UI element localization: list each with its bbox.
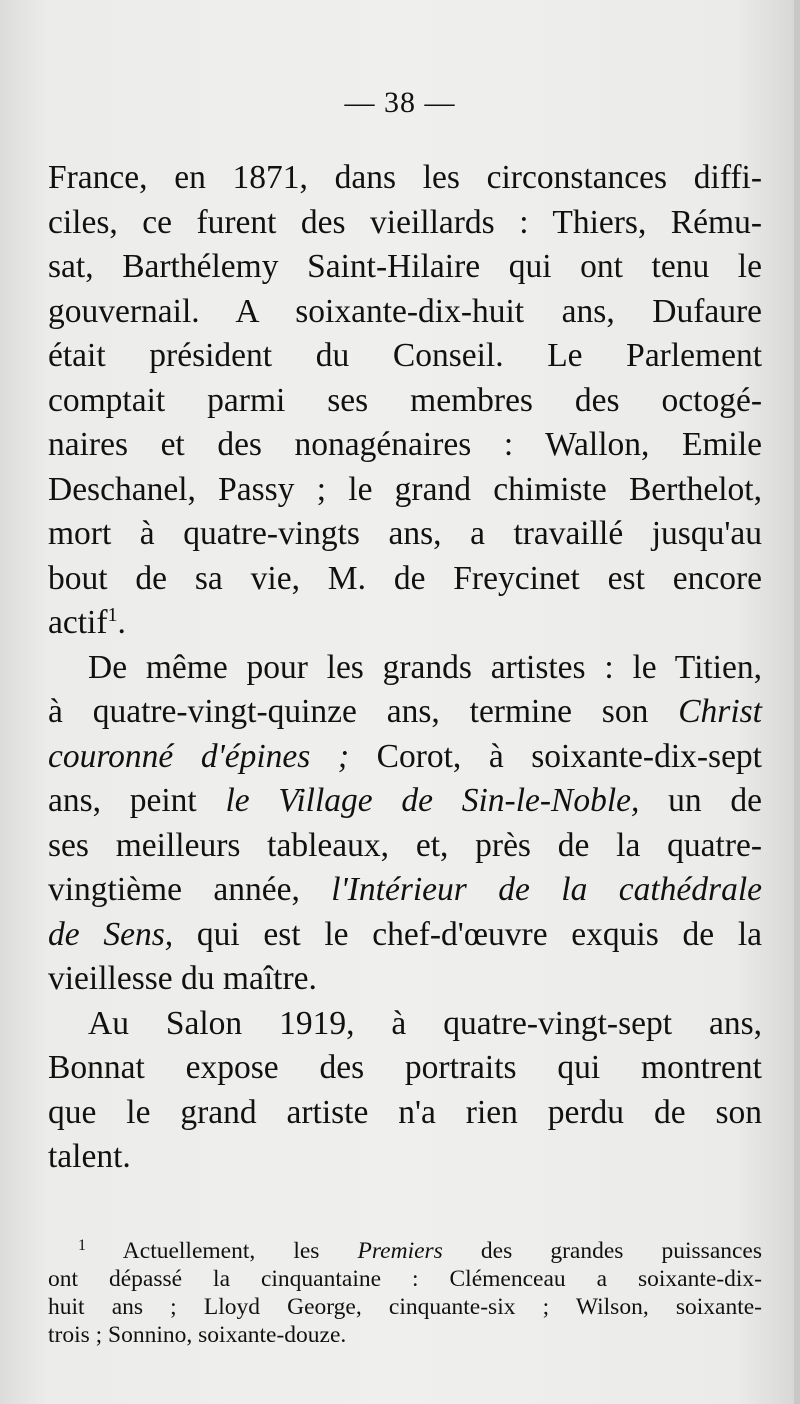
italic-title: Christ [678, 693, 762, 730]
text-line: France, en 1871, dans les circonstances diffi- [48, 159, 762, 196]
text-fragment: à quatre-vingt-quinze ans, termine son [48, 693, 649, 730]
text-line: Au Salon 1919, à quatre-vingt-sept ans, [88, 1004, 762, 1042]
italic-title: l'Intérieur de la cathédrale [331, 871, 762, 908]
text-line: Deschanel, Passy ; le grand chimiste Berthelot, [48, 470, 762, 508]
text-line: sat, Barthélemy Saint-Hilaire qui ont tenu le [48, 248, 762, 285]
text-line: comptait parmi ses membres des octogé- [48, 381, 762, 419]
italic-title: le Village de Sin-le-Noble, [225, 782, 640, 819]
text-line [48, 735, 762, 780]
text-fragment: Corot, à soixante-dix-sept [376, 737, 762, 775]
text-line [48, 868, 762, 913]
text-line: mort à quatre-vingts ans, a travaillé jusqu'au [48, 515, 762, 552]
text-line: ciles, ce furent des vieillards : Thiers, Rému- [48, 203, 762, 241]
text-line: ses meilleurs tableaux, et, près de la quatre- [48, 826, 762, 864]
footnote-line: huit ans ; Lloyd George, cinquante-six ; Wilson, soixante- [48, 1294, 762, 1320]
text-line [48, 690, 762, 735]
text-line: Bonnat expose des portraits qui montrent [48, 1049, 762, 1086]
text-line: naires et des nonagénaires : Wallon, Emile [48, 426, 762, 463]
text-line: vieillesse du maître. [48, 960, 317, 997]
footnote-line [48, 1237, 762, 1265]
text-fragment: qui est le chef-d'œuvre exquis de la [196, 915, 763, 953]
text-line: bout de sa vie, M. de Freycinet est encore [48, 559, 762, 597]
footnote [48, 1237, 762, 1349]
text-fragment: un de [668, 782, 763, 819]
page-number-header: — 38 — [344, 86, 456, 119]
text-line: De même pour les grands artistes : le Titien, [88, 648, 762, 686]
footnote-reference: 1 [107, 604, 118, 626]
text-fragment: vingtième année, [48, 871, 300, 908]
footnote-marker: 1 [78, 1237, 86, 1254]
text-fragment: ans, peint [48, 782, 197, 819]
text-line: actif$^1$. [48, 604, 126, 641]
text-line: que le grand artiste n'a rien perdu de son [48, 1093, 762, 1131]
footnote-line: ont dépassé la cinquantaine : Clémenceau a soixante-dix- [48, 1266, 762, 1292]
text-line [48, 913, 762, 958]
text-line: talent. [48, 1138, 131, 1175]
footnote-line: trois ; Sonnino, soixante-douze. [48, 1322, 347, 1348]
body-text [48, 156, 762, 1180]
text-line: gouvernail. A soixante-dix-huit ans, Dufaure [48, 292, 762, 330]
italic-title: couronné d'épines ; [48, 737, 350, 775]
text-fragment: actif [48, 604, 108, 641]
text-fragment: des grandes puissances [480, 1238, 763, 1264]
italic-title: de Sens, [48, 915, 174, 953]
text-line [48, 779, 762, 824]
text-line: était président du Conseil. Le Parlement [48, 337, 762, 374]
page-edge [794, 0, 800, 1404]
text-fragment: Actuellement, les [122, 1238, 320, 1264]
italic-word: Premiers [357, 1238, 443, 1264]
